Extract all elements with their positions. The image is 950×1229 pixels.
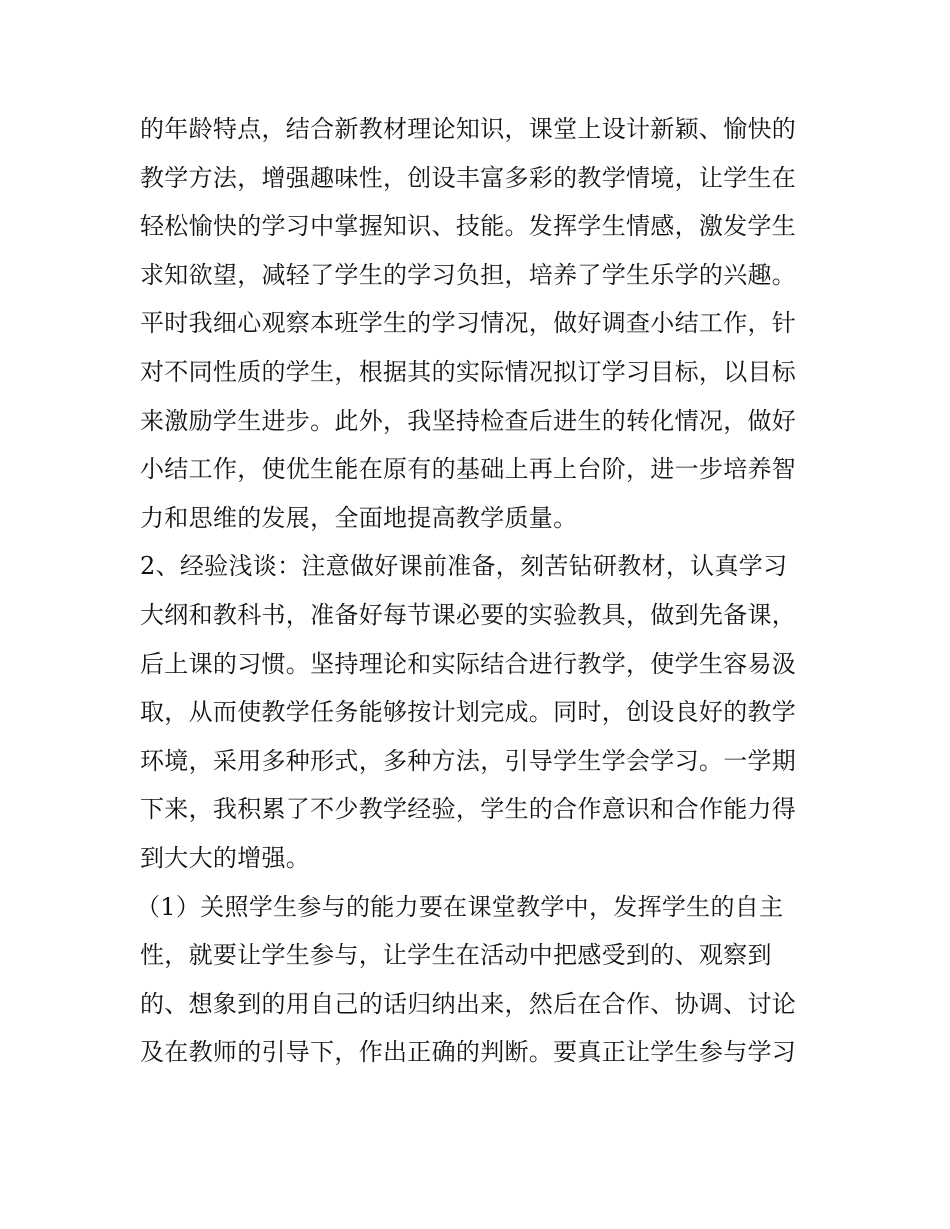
- text-line: 对不同性质的学生，根据其的实际情况拟订学习目标，以目标: [140, 357, 797, 386]
- text-line: 平时我细心观察本班学生的学习情况，做好调查小结工作，针: [140, 309, 797, 338]
- text-line: 轻松愉快的学习中掌握知识、技能。发挥学生情感，激发学生: [140, 212, 797, 241]
- text-line: 的年龄特点，结合新教材理论知识，课堂上设计新颖、愉快的: [140, 115, 797, 143]
- subsection-heading-line: （1）关照学生参与的能力要在课堂教学中，发挥学生的自主: [136, 892, 784, 921]
- text-line: 下来，我积累了不少教学经验，学生的合作意识和合作能力得: [140, 795, 797, 824]
- text-line: 力和思维的发展，全面地提高教学质量。: [140, 503, 578, 532]
- text-line: 到大大的增强。: [140, 843, 311, 872]
- text-line: 取，从而使教学任务能够按计划完成。同时，创设良好的教学: [140, 698, 797, 727]
- text-line: 小结工作，使优生能在原有的基础上再上台阶，进一步培养智: [140, 455, 797, 484]
- text-line: 及在教师的引导下，作出正确的判断。要真正让学生参与学习: [140, 1038, 797, 1067]
- document-body: [136, 105, 820, 1077]
- text-line: 教学方法，增强趣味性，创设丰富多彩的教学情境，让学生在: [140, 163, 797, 192]
- text-line: 性，就要让学生参与，让学生在活动中把感受到的、观察到: [140, 941, 772, 970]
- text-line: 求知欲望，减轻了学生的学习负担，培养了学生乐学的兴趣。: [140, 260, 797, 289]
- text-line: 的、想象到的用自己的话归纳出来，然后在合作、协调、讨论: [140, 989, 797, 1018]
- text-line: 来激励学生进步。此外，我坚持检查后进生的转化情况，做好: [140, 406, 797, 435]
- text-line: 环境，采用多种形式，多种方法，引导学生学会学习。一学期: [140, 746, 797, 775]
- text-line: 大纲和教科书，准备好每节课必要的实验教具，做到先备课，: [140, 600, 797, 629]
- text-line: 后上课的习惯。坚持理论和实际结合进行教学，使学生容易汲: [140, 649, 797, 678]
- section-heading-line: 2、经验浅谈：注意做好课前准备，刻苦钻研教材，认真学习: [140, 552, 788, 581]
